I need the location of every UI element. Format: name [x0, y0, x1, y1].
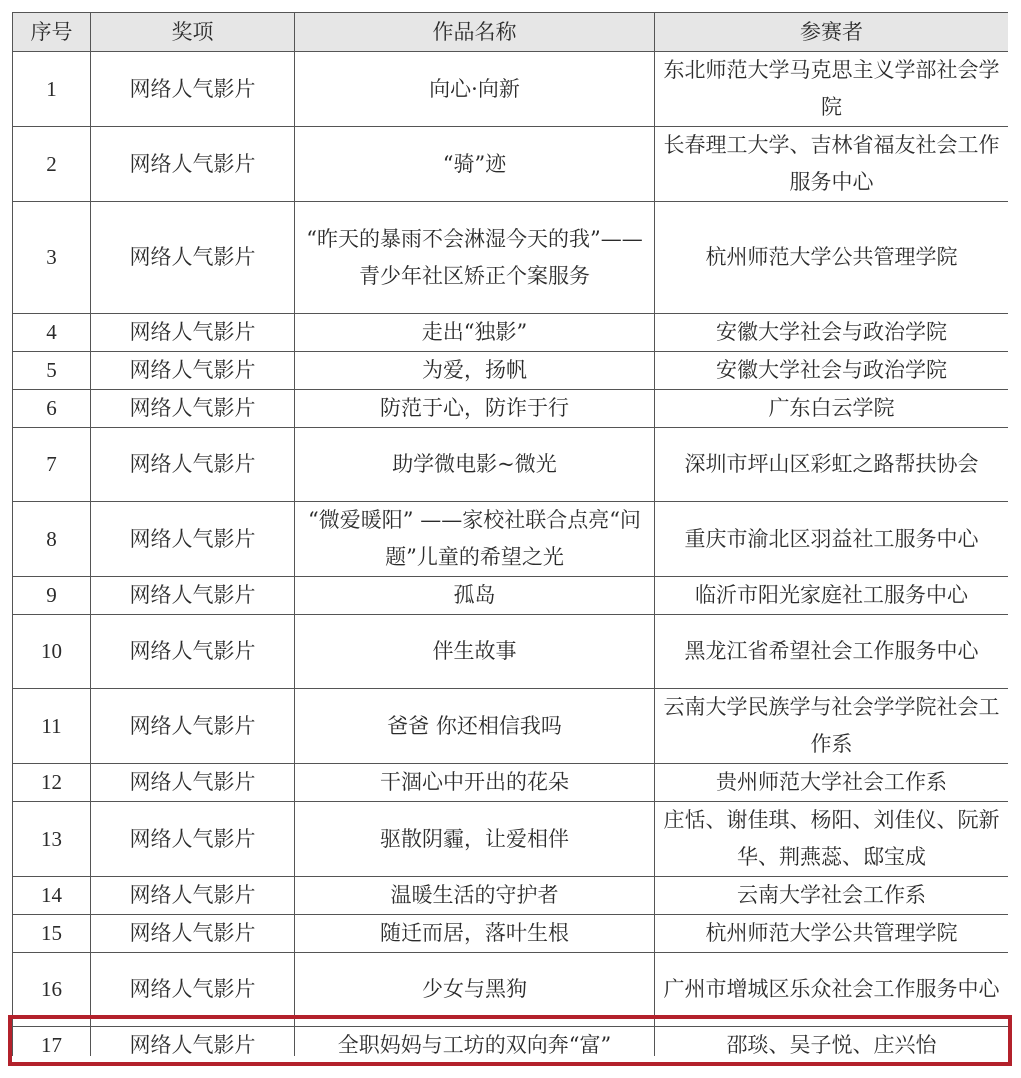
- cell-participant: 庄恬、谢佳琪、杨阳、刘佳仪、阮新华、荆燕蕊、邸宝成: [655, 802, 1009, 877]
- cell-participant: 黑龙江省希望社会工作服务中心: [655, 615, 1009, 689]
- table-row: [13, 877, 1009, 915]
- cell-award: 网络人气影片: [91, 877, 295, 915]
- cell-participant: 杭州师范大学公共管理学院: [655, 202, 1009, 314]
- table-row: [13, 390, 1009, 428]
- cell-index: 5: [13, 352, 91, 390]
- cell-title: “骑”迹: [295, 127, 655, 202]
- cell-index: 4: [13, 314, 91, 352]
- cell-award: 网络人气影片: [91, 953, 295, 1027]
- cell-award: 网络人气影片: [91, 615, 295, 689]
- cell-index: 2: [13, 127, 91, 202]
- cell-award: 网络人气影片: [91, 689, 295, 764]
- cell-title: 伴生故事: [295, 615, 655, 689]
- cell-title: 全职妈妈与工坊的双向奔“富”: [295, 1027, 655, 1057]
- award-table: [12, 12, 1008, 1056]
- header-index: 序号: [13, 13, 91, 52]
- cell-index: 16: [13, 953, 91, 1027]
- cell-participant: 杭州师范大学公共管理学院: [655, 915, 1009, 953]
- header-title: 作品名称: [295, 13, 655, 52]
- cell-title: 温暖生活的守护者: [295, 877, 655, 915]
- cell-title: 向心·向新: [295, 52, 655, 127]
- table-row: [13, 352, 1009, 390]
- cell-title: “微爱暖阳” ——家校社联合点亮“问题”儿童的希望之光: [295, 502, 655, 577]
- cell-participant: 邵琰、吴子悦、庄兴怡: [655, 1027, 1009, 1057]
- table-row: [13, 615, 1009, 689]
- table-row: [13, 202, 1009, 314]
- table-row: [13, 314, 1009, 352]
- cell-index: 11: [13, 689, 91, 764]
- cell-award: 网络人气影片: [91, 127, 295, 202]
- cell-index: 9: [13, 577, 91, 615]
- cell-participant: 贵州师范大学社会工作系: [655, 764, 1009, 802]
- table-row: [13, 802, 1009, 877]
- cell-index: 14: [13, 877, 91, 915]
- cell-index: 15: [13, 915, 91, 953]
- cell-title: 少女与黑狗: [295, 953, 655, 1027]
- cell-index: 1: [13, 52, 91, 127]
- cell-title: “昨天的暴雨不会淋湿今天的我”——青少年社区矫正个案服务: [295, 202, 655, 314]
- cell-award: 网络人气影片: [91, 915, 295, 953]
- cell-award: 网络人气影片: [91, 428, 295, 502]
- cell-participant: 广州市增城区乐众社会工作服务中心: [655, 953, 1009, 1027]
- cell-participant: 临沂市阳光家庭社工服务中心: [655, 577, 1009, 615]
- cell-award: 网络人气影片: [91, 202, 295, 314]
- header-participant: 参赛者: [655, 13, 1009, 52]
- cell-participant: 安徽大学社会与政治学院: [655, 314, 1009, 352]
- cell-index: 17: [13, 1027, 91, 1057]
- table-row: [13, 764, 1009, 802]
- cell-index: 7: [13, 428, 91, 502]
- header-award: 奖项: [91, 13, 295, 52]
- cell-index: 8: [13, 502, 91, 577]
- table-row: [13, 127, 1009, 202]
- cell-index: 10: [13, 615, 91, 689]
- cell-title: 助学微电影~微光: [295, 428, 655, 502]
- cell-title: 防范于心，防诈于行: [295, 390, 655, 428]
- cell-index: 3: [13, 202, 91, 314]
- cell-participant: 深圳市坪山区彩虹之路帮扶协会: [655, 428, 1009, 502]
- cell-title: 孤岛: [295, 577, 655, 615]
- cell-participant: 云南大学社会工作系: [655, 877, 1009, 915]
- cell-award: 网络人气影片: [91, 764, 295, 802]
- cell-award: 网络人气影片: [91, 352, 295, 390]
- highlight-box: [8, 1015, 1012, 1066]
- cell-participant: 长春理工大学、吉林省福友社会工作服务中心: [655, 127, 1009, 202]
- cell-title: 爸爸 你还相信我吗: [295, 689, 655, 764]
- cell-award: 网络人气影片: [91, 802, 295, 877]
- cell-award: 网络人气影片: [91, 314, 295, 352]
- table-row: [13, 915, 1009, 953]
- cell-participant: 广东白云学院: [655, 390, 1009, 428]
- cell-index: 13: [13, 802, 91, 877]
- cell-title: 驱散阴霾，让爱相伴: [295, 802, 655, 877]
- cell-award: 网络人气影片: [91, 390, 295, 428]
- cell-participant: 东北师范大学马克思主义学部社会学院: [655, 52, 1009, 127]
- table-row: [13, 577, 1009, 615]
- cell-participant: 安徽大学社会与政治学院: [655, 352, 1009, 390]
- cell-participant: 重庆市渝北区羽益社工服务中心: [655, 502, 1009, 577]
- cell-index: 12: [13, 764, 91, 802]
- award-table-container: [12, 12, 1008, 1056]
- cell-title: 为爱，扬帆: [295, 352, 655, 390]
- cell-award: 网络人气影片: [91, 52, 295, 127]
- table-row: [13, 502, 1009, 577]
- cell-index: 6: [13, 390, 91, 428]
- cell-title: 走出“独影”: [295, 314, 655, 352]
- cell-title: 随迁而居，落叶生根: [295, 915, 655, 953]
- cell-title: 干涸心中开出的花朵: [295, 764, 655, 802]
- cell-award: 网络人气影片: [91, 1027, 295, 1057]
- cell-award: 网络人气影片: [91, 502, 295, 577]
- table-header-row: [13, 13, 1009, 52]
- table-row: [13, 52, 1009, 127]
- cell-award: 网络人气影片: [91, 577, 295, 615]
- table-row: [13, 428, 1009, 502]
- cell-participant: 云南大学民族学与社会学学院社会工作系: [655, 689, 1009, 764]
- table-row: [13, 689, 1009, 764]
